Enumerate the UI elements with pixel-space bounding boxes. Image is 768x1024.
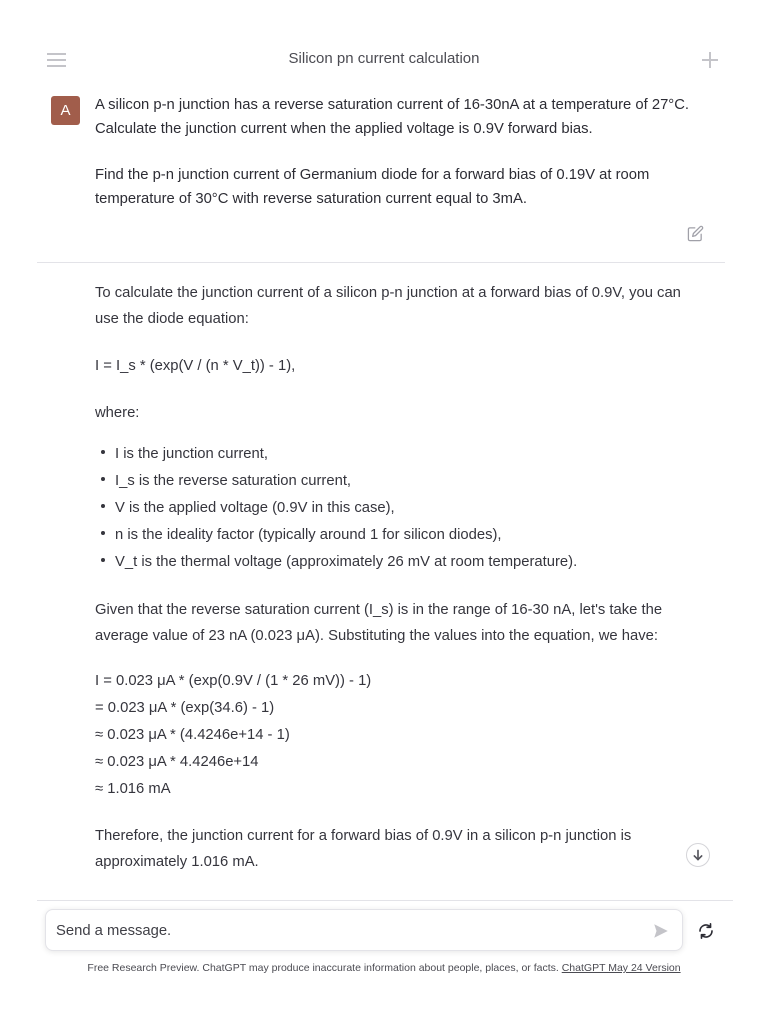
conversation-title: Silicon pn current calculation [288,50,480,67]
message-divider [37,262,725,263]
list-item: I_s is the reverse saturation current, [95,468,695,495]
definitions-list [95,441,695,576]
message-composer [45,909,683,951]
user-avatar: A [51,96,80,125]
message-input[interactable] [56,921,616,941]
calc-line: I = 0.023 μA * (exp(0.9V / (1 * 26 mV)) - 1) [95,673,372,689]
list-item: V_t is the thermal voltage (approximately 26 mV at room temperature). [95,549,695,576]
list-item: I is the junction current, [95,441,695,468]
disclaimer-text: Free Research Preview. ChatGPT may produce inaccurate information about people, places, or facts. [87,962,559,974]
list-item: n is the ideality factor (typically around 1 for silicon diodes), [95,522,695,549]
user-paragraph-2: Find the p-n junction current of Germanium diode for a forward bias of 0.19V at room temperature of 30°C with reverse saturation current equal to 3mA. [95,167,650,207]
calc-line: ≈ 0.023 μA * 4.4246e+14 [95,754,259,770]
diode-equation: I = I_s * (exp(V / (n * V_t)) - 1), [95,358,296,374]
where-label: where: [95,405,140,421]
top-bar [0,40,768,80]
scroll-to-bottom-button[interactable] [686,843,710,867]
calculation-block [95,668,695,803]
calc-line: = 0.023 μA * (exp(34.6) - 1) [95,700,275,716]
bottom-area [0,900,768,1024]
new-chat-plus-icon[interactable] [702,52,718,68]
regenerate-icon[interactable] [697,922,715,940]
given-paragraph: Given that the reverse saturation current (I_s) is in the range of 16-30 nA, let's take the average value of 23 nA (0.023 μA). Substituting the values into the equation, we have: [95,602,663,644]
calc-line: ≈ 0.023 μA * (4.4246e+14 - 1) [95,727,290,743]
footer-disclaimer [0,962,768,974]
version-link[interactable]: ChatGPT May 24 Version [561,962,681,974]
user-paragraph-1: A silicon p-n junction has a reverse saturation current of 16-30nA at a temperature of 27°C. Calculate the junction current when the applied voltage is 0.9V forward bias. [95,97,690,137]
list-item: V is the applied voltage (0.9V in this case), [95,495,695,522]
assistant-intro: To calculate the junction current of a silicon p-n junction at a forward bias of 0.9V, you can use the diode equation: [95,285,681,327]
arrow-down-icon [687,844,709,866]
user-message-text [95,94,705,211]
bottom-divider [37,900,733,901]
calc-line: ≈ 1.016 mA [95,781,171,797]
edit-icon[interactable] [687,225,704,242]
conclusion-paragraph: Therefore, the junction current for a forward bias of 0.9V in a silicon p-n junction is approximately 1.016 mA. [95,828,632,870]
send-icon[interactable] [652,922,670,940]
assistant-message [95,280,695,896]
